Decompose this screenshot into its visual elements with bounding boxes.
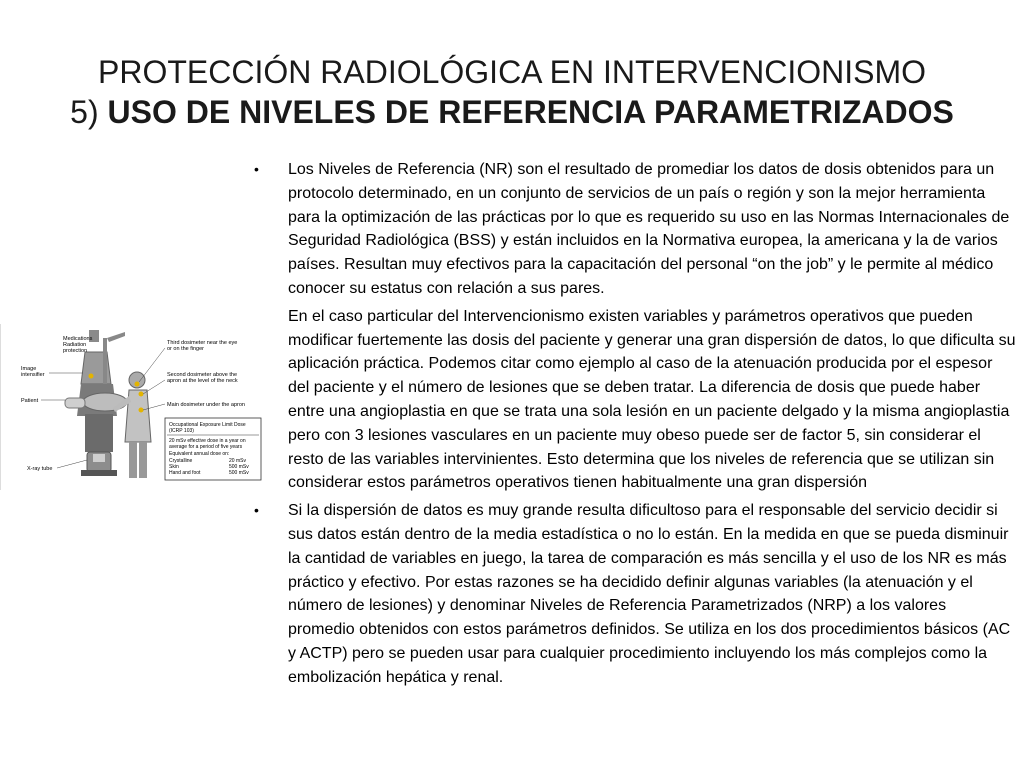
label-main-dosimeter: Main dosimeter under the apron [167, 402, 245, 408]
title-line-2-bold: USO DE NIVELES DE REFERENCIA PARAMETRIZADOS [107, 94, 954, 130]
dosimeter-diagram [0, 324, 269, 490]
slide-title [30, 52, 994, 132]
patient-head-shape [65, 398, 85, 408]
limits-line-1: 20 mSv effective dose in a year on [169, 438, 246, 444]
bullet-marker: • [254, 161, 259, 177]
leader-xray-tube [57, 460, 87, 468]
table-base-shape [81, 470, 117, 476]
label-patient: Patient [21, 398, 39, 404]
paragraph-text: En el caso particular del Intervencionismo existen variables y parámetros operativos que pueden modificar fuertemente las dosis del paciente y generar una gran dispersión de datos, lo que dificulta su aplicación práctica. Podemos citar como ejemplo al caso de la atenuación producida por el espesor del paciente y el número de lesiones que se deben tratar. La diferencia de dosis que puede haber entre una angioplastia en que se trata una sola lesión en un paciente delgado y la misma angioplastia pero con 3 lesiones vasculares en un paciente muy obeso puede ser de factor 5, sin considerar el resto de las variables intervinientes. Esto determina que los niveles de referencia que se utilizan sin considerar estos parámetros operativos tienen habitualmente una gran dispersión [288, 307, 1016, 492]
label-third-dosimeter-2: or on the finger [167, 346, 204, 352]
equipment-dosimeter-marker [89, 374, 94, 379]
paragraph [254, 499, 1016, 689]
limits-row-organ: Hand and foot [169, 470, 201, 476]
limits-heading-2: (ICRP 103) [169, 428, 194, 434]
limits-line-3: Equivalent annual dose on: [169, 451, 230, 457]
paragraph [254, 158, 1016, 301]
label-image: Image [21, 366, 37, 372]
limits-row-dose: 500 mSv [229, 470, 249, 476]
label-protection: protection [63, 348, 88, 354]
title-line-1: PROTECCIÓN RADIOLÓGICA EN INTERVENCIONISMO [98, 54, 926, 90]
paragraph-text: Si la dispersión de datos es muy grande resulta dificultoso para el responsable del servicio decidir si sus datos están dentro de la media estadística o no lo están. En la medida en que se pueda disminuir la cantidad de variables en juego, la tarea de comparación es más sencilla y el uso de los NR es más práctico y efectivo. Por estas razones se ha decidido definir algunas variables (la atenuación y el número de lesiones) y denominar Niveles de Referencia Parametrizados (NRP) a los valores promedio obtenidos con estos parámetros definidos. Se utiliza en los dos procedimientos básicos (AC y ACTP) pero se pueden usar para cualquier procedimiento incluyendo los más complejos como la embolización hepática y renal. [288, 502, 1011, 686]
limits-row-dose: 500 mSv [229, 464, 249, 470]
limits-heading-1: Occupational Exposure Limit Dose [169, 422, 246, 428]
label-third-dosimeter-1: Third dosimeter near the eye [167, 340, 238, 346]
limits-row-dose: 20 mSv [229, 458, 246, 464]
bullet-marker: • [254, 502, 259, 519]
leader-third-dosimeter [139, 348, 165, 382]
main-dosimeter-marker [139, 408, 144, 413]
label-intensifier: intensifier [21, 372, 45, 378]
slide-body [254, 158, 1016, 694]
label-second-dosimeter-2: apron at the level of the neck [167, 378, 238, 384]
label-xray-tube: X-ray tube [27, 466, 53, 472]
limits-row-organ: Skin [169, 464, 179, 470]
title-line-2 [30, 92, 994, 132]
limits-line-2: average for a period of five years [169, 444, 243, 450]
radiation-shield-arm [107, 332, 125, 342]
label-radiation: Radiation [63, 342, 87, 348]
limits-row-organ: Crystalline [169, 458, 193, 464]
label-medications: Medications [63, 336, 93, 342]
operator-leg-left [129, 442, 137, 478]
second-dosimeter-marker [139, 392, 144, 397]
title-line-2-prefix: 5) [70, 94, 108, 130]
leader-second-dosimeter [143, 380, 165, 394]
paragraph [260, 305, 1016, 495]
label-second-dosimeter-1: Second dosimeter above the [167, 372, 238, 378]
dosimeter-diagram-svg [1, 324, 269, 490]
paragraph-text: Los Niveles de Referencia (NR) son el resultado de promediar los datos de dosis obtenidos para un protocolo determinado, en un conjunto de servicios de un país o región y son la mejor herramienta para la optimización de las prácticas por lo que es requerido su uso en las Normas Internacionales de Seguridad Radiológica (BSS) y están incluidos en la Normativa europea, la americana y la de varios países. Resultan muy efectivos para la capacitación del personal “on the job” y le permite al médico conocer su estatus con relación a sus pares. [288, 161, 1010, 297]
xray-tube-window [93, 454, 105, 462]
c-arm-column [85, 414, 113, 452]
operator-leg-right [139, 442, 147, 478]
third-dosimeter-marker [135, 382, 140, 387]
